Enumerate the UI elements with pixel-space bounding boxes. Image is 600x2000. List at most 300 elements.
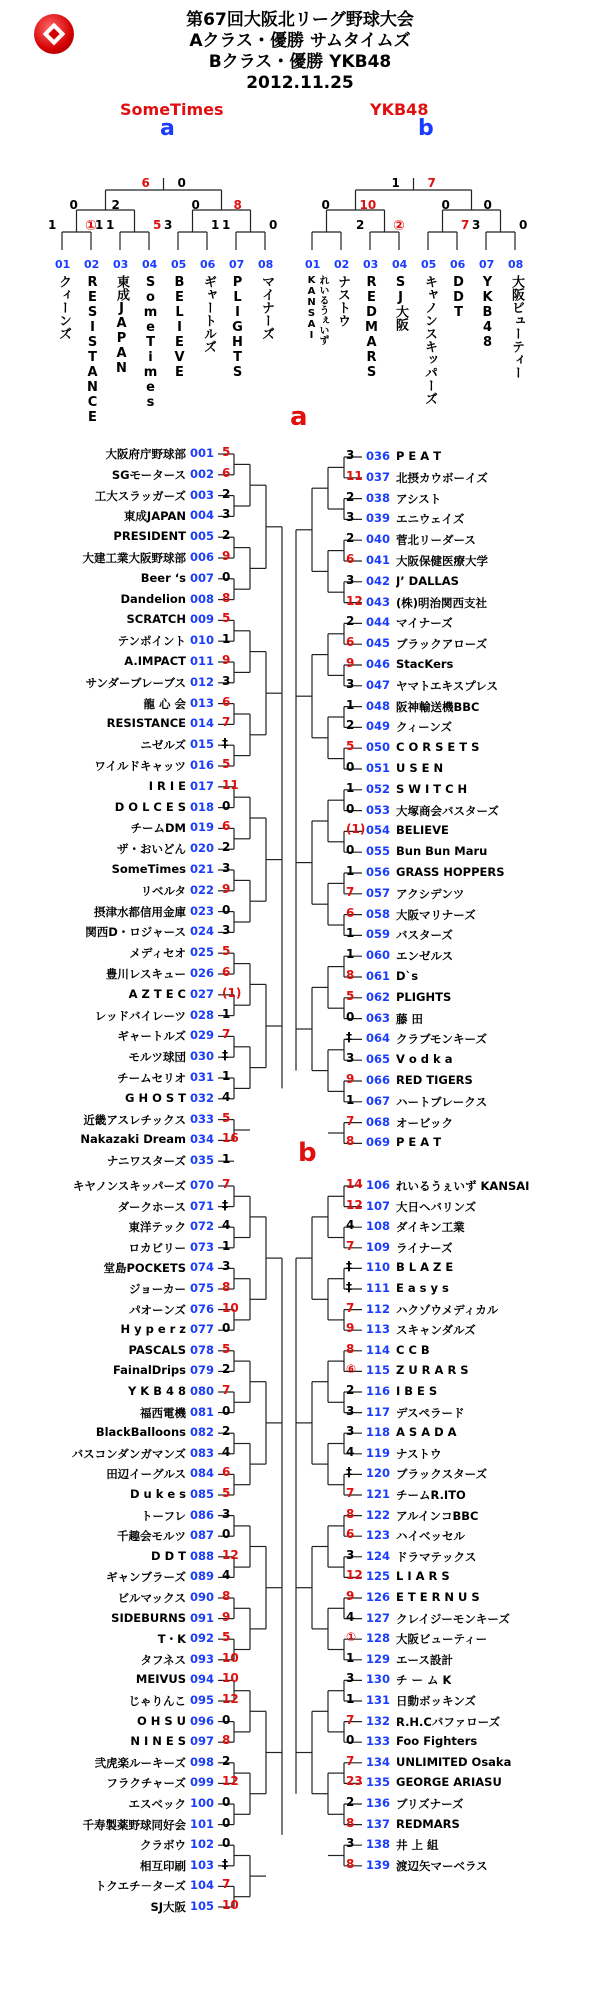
title-line-3: Bクラス・優勝 YKB48 [208,52,392,72]
section_a-right-team-score: 1 [346,697,355,712]
section_a-right-team-score: ‡ [346,1030,352,1045]
section_b-left-team-score: 2 [222,1424,231,1439]
final-team-name: ナストウ [335,275,350,327]
section_a-left-team-score: 5 [222,1110,231,1125]
section_a-right-team-name: 大阪マリナーズ [396,907,476,922]
section_b-left-team-score: 1 [222,1238,231,1253]
section_b-left-team-score: 5 [222,1341,231,1356]
section-b-label: b [298,1138,317,1168]
section_b-right-team-score: 8 [346,1856,355,1871]
section_a-left-team-number: 017 [190,778,215,793]
section_a-right-team-number: 063 [366,1010,391,1025]
section_a-right-team-name: 阪神輸送機BBC [396,699,480,714]
section_b-left-team-score: 10 [222,1898,239,1912]
section_b-right-team-name: Foo Fighters [396,1734,478,1749]
section_a-right-team-number: 058 [366,906,391,921]
section_b-left-team-name: タフネス [140,1652,186,1667]
section_a-left-team-score: 1 [222,1069,231,1083]
final-score: 1 [391,176,400,190]
section_a-left-team-score: 5 [222,445,231,459]
section_b-right-team-name: 日動ボッキンズ [396,1694,477,1708]
section_b-right-team-score: ‡ [346,1465,352,1480]
section_b-right-team-score: 2 [346,1795,355,1809]
section_a-right-team-name: アシスト [396,491,442,506]
section_b-left-team-score: 8 [222,1589,231,1603]
section_b-right-team-number: 136 [366,1796,391,1810]
section_a-right-team-score: 6 [346,635,355,650]
section_b-right-team-score: 3 [346,1403,355,1418]
section_a-right-team-name: 藤 田 [396,1011,424,1026]
section_a-left-team-name: テンポイント [117,634,186,649]
section_a-left-team-score: 7 [222,715,231,730]
section_a-right-team-score: 3 [346,1051,355,1066]
section_b-right-team-score: 9 [346,1589,355,1603]
section_b-right-team-name: 大日ヘバリンズ [396,1199,477,1214]
section_a-left-team-number: 004 [190,508,215,523]
final-team-name: 東成JAPAN [114,275,129,376]
section_a-left-team-number: 014 [190,716,215,731]
section_a-right-team-score: 1 [346,926,355,941]
section_a-left-team-name: 東成JAPAN [123,509,186,524]
section_b-right-team-number: 116 [366,1384,391,1398]
section_b-left-team-score: 12 [222,1774,239,1789]
section_a-left-team-name: A Z T E C [128,986,186,1001]
section_a-right-team-score: 6 [346,905,355,920]
section_a-right-team-name: GRASS HOPPERS [396,865,505,879]
section_b-right-team-number: 110 [366,1260,391,1275]
section_a-left-team-score: 4 [222,1089,231,1104]
section_a-left-team-name: チームセリオ [117,1071,186,1085]
section_a-right-team-name: マイナーズ [396,616,453,631]
section_b-right-team-score: 14 [346,1177,363,1191]
section_a-left-team-score: 3 [222,923,231,938]
final-team-name: れいるうぇいず KANSAI [306,275,328,345]
section_a-left-team-name: ザ・おいどん [117,842,186,857]
section_a-left-team-number: 030 [190,1049,215,1064]
section_b-right-team-number: 118 [366,1425,391,1440]
section_b-right-team-score: 7 [346,1300,355,1315]
section_b-right-team-number: 124 [366,1548,391,1563]
section_a-left-team-name: ワイルドキャッツ [94,759,186,773]
section_b-right-team-number: 120 [366,1466,391,1481]
section_b-right-team-number: 137 [366,1816,391,1831]
section_a-right-team-name: 菅北リーダース [396,533,476,548]
section_b-left-team-number: 090 [190,1590,215,1604]
section_a-right-team-score: 1 [346,864,355,878]
section_b-left-team-score: 2 [222,1362,231,1377]
section_b-left-team-name: H y p e r z [120,1322,186,1337]
section_b-right-team-score: 1 [346,1650,355,1665]
section_b-left-team-score: 0 [222,1836,231,1851]
section_a-left-team-score: 16 [222,1131,239,1146]
section_b-left-team-name: MEIVUS [135,1672,186,1687]
section_a-right-team-number: 051 [366,761,391,775]
section_b-left-team-number: 083 [190,1445,215,1460]
section_b-left-team-name: 田辺イーグルス [106,1467,186,1482]
final-team-name: SJ大阪 [393,275,408,331]
section_b-right-team-number: 115 [366,1363,391,1378]
section_b-left-team-number: 098 [190,1754,215,1769]
section_a-left-team-number: 008 [190,591,215,606]
section_b-right-team-score: 4 [346,1444,355,1459]
section_a-left-team-name: 近畿アスレチックス [83,1112,186,1127]
section_b-left-team-score: 10 [222,1671,239,1686]
section_a-right-team-score: 3 [346,572,355,587]
final-score: 8 [233,198,242,212]
section_a-right-team-number: 037 [366,469,391,484]
final-score: 6 [141,176,150,190]
section_b-right-team-number: 135 [366,1775,391,1790]
final-score: 0 [321,198,330,212]
section_b-right-team-name: GEORGE ARIASU [396,1775,502,1790]
section_b-right-team-number: 133 [366,1734,391,1749]
section_b-left-team-name: Y K B 4 8 [127,1384,186,1398]
section_a-right-team-number: 050 [366,740,391,755]
section_b-left-team-number: 091 [190,1610,215,1625]
final-score: 7 [461,218,470,232]
section_a-left-team-score: 3 [222,861,231,875]
section_b-right-team-name: チームR.ITO [396,1488,466,1502]
section_b-left-team-score: 10 [222,1650,239,1665]
section_b-left-team-name: ビルマックス [117,1591,186,1605]
section_a-right-team-name: 大阪保健医療大学 [396,554,488,568]
section_a-right-team-number: 043 [366,594,391,609]
section_a-left-team-name: Beer ‘s [140,570,186,585]
final-score: 1 [211,218,220,232]
section_b-left-team-score: 0 [222,1403,231,1418]
section_b-right-team-name: R.H.Cバファローズ [396,1714,501,1729]
section_a-left-team-number: 021 [190,862,215,876]
section_b-left-team-name: D u k e s [129,1487,186,1501]
section_a-left-team-number: 022 [190,882,215,897]
section_b-left-team-name: D D T [151,1548,186,1563]
section_a-left-team-number: 013 [190,695,215,710]
final-team-name: YKB48 [480,275,495,350]
section_a-left-team-score: 11 [222,777,239,792]
section_b-left-team-number: 070 [190,1178,215,1192]
section_b-left-team-name: 相互印刷 [140,1858,186,1873]
final-team-name: クィーンズ [56,275,71,340]
section_b-left-team-number: 101 [190,1816,215,1831]
section_a-right-team-name: (株)明治関西支社 [396,595,488,610]
final-left-champion: SomeTimes [120,100,224,119]
section_b-left-team-score: 7 [222,1177,231,1191]
section_b-right-team-number: 131 [366,1693,391,1707]
section_b-left-team-number: 073 [190,1239,215,1254]
section_b-right-team-number: 108 [366,1219,391,1234]
section_b-left-team-number: 104 [190,1878,215,1893]
section_b-left-team-number: 079 [190,1363,215,1378]
section_b-left-team-number: 099 [190,1775,215,1790]
section_a-left-team-score: 5 [222,944,231,959]
section_b-left-team-number: 086 [190,1507,215,1522]
final-team-name: 大阪ビューティー [509,275,524,379]
section_a-right-team-name: クィーンズ [396,720,453,735]
section_b-right-team-name: エース設計 [396,1652,453,1667]
section_a-left-team-number: 010 [190,633,215,648]
final-score: 0 [177,176,186,190]
section_a-left-team-number: 028 [190,1007,215,1022]
final-team-number: 02 [84,258,100,271]
section_b-right-team-number: 125 [366,1569,391,1584]
section_a-left-team-name: 関西D・ロジャース [85,925,186,940]
final-team-name: キャノンスキッパーズ [422,275,437,405]
section_b-left-team-name: キヤノンスキッパーズ [72,1179,186,1193]
section_a-right-team-number: 052 [366,781,391,796]
final-score: 0 [69,198,78,212]
section_a-left-team-number: 034 [190,1132,215,1147]
section_b-right-team-number: 129 [366,1651,391,1666]
section_b-left-team-name: 福西電機 [140,1405,186,1420]
section_b-left-team-number: 071 [190,1198,215,1213]
section_b-left-team-number: 096 [190,1713,215,1728]
section_b-left-team-score: 0 [222,1712,231,1727]
final-score: 2 [111,198,120,212]
section_a-right-team-score: 2 [346,489,355,504]
section_a-left-team-score: 9 [222,653,231,667]
section_a-left-team-name: リベルタ [140,883,186,898]
section_a-right-team-score: 7 [346,884,355,899]
section_b-left-team-name: T・K [157,1632,186,1647]
final-score: 0 [191,198,200,212]
section_b-right-team-score: 1 [346,1692,355,1706]
section_b-right-team-name: Z U R A R S [396,1363,469,1378]
section_b-left-team-name: 千寿製薬野球同好会 [82,1817,186,1832]
section_a-left-team-name: SGモータース [111,467,186,482]
section_b-right-team-number: 117 [366,1404,391,1419]
section_a-right-team-name: バスターズ [396,928,453,943]
section_b-right-team-score: 7 [346,1486,355,1500]
section_a-right-team-number: 057 [366,885,391,900]
section_a-left-team-score: 0 [222,902,231,917]
section_a-left-team-number: 002 [190,466,215,481]
section_a-left-team-number: 024 [190,924,215,939]
section_b-left-team-name: エスベック [128,1797,186,1811]
final-team-number: 07 [229,258,245,271]
section_a-right-team-score: 0 [346,760,355,774]
final-team-number: 01 [305,258,321,271]
section_a-left-team-number: 031 [190,1070,215,1084]
section_a-left-team-number: 007 [190,570,215,585]
final-team-number: 07 [479,258,495,271]
section_a-right-team-name: P E A T [396,449,442,463]
section_b-left-team-name: PASCALS [128,1342,186,1357]
section_a-left-team-score: 2 [222,486,231,501]
section_a-right-team-number: 047 [366,677,391,692]
section_b-right-team-number: 122 [366,1507,391,1522]
section_b-left-team-name: SJ大阪 [150,1900,186,1914]
section_b-left-team-score: 12 [222,1692,239,1706]
section_a-right-team-name: ヤマトエキスプレス [396,678,499,693]
section_b-right-team-name: E a s y s [396,1281,449,1295]
section_b-right-team-number: 123 [366,1528,391,1543]
section_a-right-team-score: (1) [346,822,366,837]
section_b-left-team-number: 077 [190,1322,215,1337]
final-team-number: 01 [55,258,71,271]
section_a-left-team-score: 1 [222,1152,231,1167]
section_a-left-team-score: 5 [222,757,231,771]
section_a-right-team-name: BELIEVE [396,823,449,838]
section_a-right-team-name: アクシデンツ [396,886,465,901]
section_a-left-team-score: 6 [222,465,231,480]
section_a-right-team-number: 039 [366,511,391,526]
section_b-left-team-name: クラボウ [140,1838,186,1853]
section_b-right-team-score: 6 [346,1527,355,1542]
section_a-right-team-score: 9 [346,656,355,670]
section_b-right-team-name: ブラックスターズ [396,1467,488,1482]
section_a-left-team-name: SomeTimes [111,862,186,876]
section_a-right-team-name: S W I T C H [396,781,468,796]
section_a-right-team-number: 048 [366,698,391,713]
section_b-right-team-name: C C B [396,1342,430,1357]
section_a-left-team-score: 3 [222,673,231,688]
final-team-number: 05 [171,258,187,271]
section_a-left-team-name: ナニワスターズ [106,1154,186,1169]
section_a-right-team-score: 5 [346,988,355,1003]
section_a-left-team-number: 033 [190,1111,215,1126]
section_a-right-team-score: 0 [346,801,355,816]
section_b-left-team-name: じゃりんこ [128,1694,186,1708]
section_a-left-team-score: 0 [222,798,231,813]
final-score: 3 [472,218,481,232]
section_a-left-team-name: ニゼルズ [140,738,186,753]
section_b-right-team-number: 119 [366,1445,391,1460]
section_b-left-team-name: ロカビリー [128,1240,186,1255]
section_b-left-team-number: 095 [190,1693,215,1707]
section_a-left-team-number: 025 [190,945,215,960]
section_b-left-team-name: 東洋テック [128,1220,186,1235]
section_b-left-team-score: 3 [222,1506,231,1521]
section_b-right-team-score: 3 [346,1671,355,1686]
section_a-left-team-score: 2 [222,528,231,543]
section_a-left-team-number: 023 [190,903,215,918]
section_b-right-team-number: 121 [366,1487,391,1501]
section_b-right-team-name: E T E R N U S [396,1590,480,1604]
final-score: 10 [359,198,377,212]
section_a-left-team-score: 3 [222,507,231,522]
section_a-right-team-number: 038 [366,490,391,505]
section_a-right-team-name: P E A T [396,1135,442,1150]
section_a-left-team-score: 2 [222,840,231,855]
section_b-left-team-number: 093 [190,1651,215,1666]
final-right-champion: YKB48 [370,100,429,119]
section_b-left-team-score: 4 [222,1444,231,1459]
section_b-right-team-name: UNLIMITED Osaka [396,1754,512,1769]
section_b-right-team-name: 大阪ビューティー [396,1632,488,1647]
section_b-left-team-name: フラクチャーズ [106,1776,186,1791]
section_a-left-team-score: (1) [222,985,242,1000]
section_b-left-team-number: 092 [190,1631,215,1646]
section_a-right-team-number: 053 [366,802,391,817]
section_b-right-team-name: ハイベッセル [396,1529,465,1544]
section_a-right-team-number: 056 [366,865,391,879]
section_b-left-team-score: 4 [222,1218,231,1233]
section_a-right-team-number: 054 [366,823,391,838]
section_a-left-team-score: 6 [222,965,231,979]
section_b-right-team-number: 138 [366,1837,391,1852]
section_a-right-team-number: 061 [366,969,391,983]
section_a-right-team-score: 2 [346,614,355,629]
section_b-left-team-number: 097 [190,1734,215,1749]
section_b-left-team-score: 0 [222,1815,231,1830]
section_a-right-team-number: 068 [366,1114,391,1129]
final-score: 1 [48,218,57,232]
section_a-left-team-name: メディセオ [129,946,186,961]
section_a-left-team-number: 019 [190,820,215,835]
section_a-left-team-number: 003 [190,487,215,502]
final-team-number: 08 [508,258,524,271]
section_a-left-team-score: 9 [222,549,231,563]
section_a-right-team-name: D`s [396,969,419,983]
section_a-right-team-number: 064 [366,1031,391,1046]
section_a-left-team-number: 027 [190,986,215,1001]
section_b-left-team-number: 102 [190,1837,215,1852]
section_a-right-team-number: 065 [366,1052,391,1067]
section_b-left-team-score: 4 [222,1568,231,1583]
final-score: 0 [483,198,492,212]
section_a-right-team-score: 12 [346,593,363,608]
section_b-right-team-score: 3 [346,1424,355,1439]
section_b-left-team-name: O H S U [136,1713,186,1728]
section_a-left-team-name: モルツ球団 [128,1050,186,1065]
section_b-right-team-score: 2 [346,1383,355,1397]
section_a-left-team-name: 工大スラッガーズ [94,488,186,503]
section_a-left-team-name: I R I E [148,778,186,793]
section_b-left-team-number: 076 [190,1301,215,1316]
section_b-left-team-name: トーフレ [141,1508,186,1523]
section_b-left-team-number: 085 [190,1487,215,1501]
section_b-left-team-score: 2 [222,1753,231,1768]
section_a-left-team-name: RESISTANCE [106,716,186,731]
final-score: 1 [95,218,104,232]
section_b-left-team-name: ダークホース [117,1199,186,1214]
final-team-number: 06 [200,258,216,271]
section_b-left-team-number: 084 [190,1466,215,1481]
section_b-left-team-number: 074 [190,1260,215,1275]
section_b-left-team-name: FainalDrips [112,1363,186,1378]
section_b-right-team-name: REDMARS [396,1816,460,1831]
final-team-name: マイナーズ [259,275,274,340]
section_a-left-team-score: 6 [222,694,231,709]
section_a-left-team-score: 5 [222,611,231,626]
section_a-left-team-number: 001 [190,446,215,460]
section_b-left-team-number: 072 [190,1219,215,1234]
section_a-right-team-score: 8 [346,968,355,982]
section_a-right-team-number: 066 [366,1073,391,1087]
section_a-left-team-number: 018 [190,799,215,814]
final-team-name: REDMARS [364,275,379,380]
section_a-left-team-name: ギャートルズ [117,1029,186,1044]
section_b-left-team-name: SIDEBURNS [111,1610,186,1625]
final-team-name: DDT [451,275,466,320]
section_b-right-team-score: 23 [346,1774,363,1789]
section_a-left-team-name: Nakazaki Dream [80,1132,186,1147]
section_b-left-team-number: 081 [190,1404,215,1419]
section_a-right-team-number: 046 [366,657,391,671]
section_b-left-team-score: 0 [222,1321,231,1336]
section_a-right-team-number: 062 [366,989,391,1004]
section_b-right-team-name: A S A D A [396,1425,457,1440]
title-date: 2012.11.25 [246,73,354,93]
section_a-left-team-name: 大阪府庁野球部 [105,447,186,461]
section_a-right-team-name: RED TIGERS [396,1073,473,1087]
section_a-left-team-number: 020 [190,841,215,856]
section_a-right-team-score: 3 [346,448,355,462]
section_b-left-team-score: 8 [222,1280,231,1294]
section_b-right-team-score: 8 [346,1815,355,1830]
section_b-left-team-number: 100 [190,1796,215,1810]
section_a-right-team-score: 2 [346,718,355,733]
